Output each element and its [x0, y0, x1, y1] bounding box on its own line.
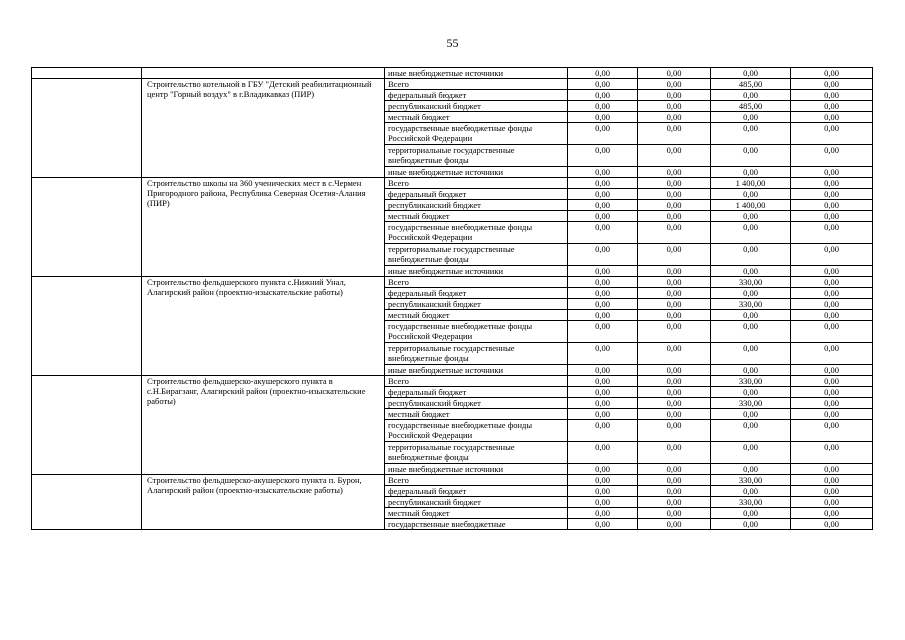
funding-source-cell: республиканский бюджет — [385, 497, 568, 508]
amount-cell: 0,00 — [638, 167, 711, 178]
amount-cell: 0,00 — [791, 112, 873, 123]
amount-cell: 0,00 — [711, 310, 791, 321]
amount-cell: 0,00 — [638, 101, 711, 112]
funding-source-cell: территориальные государственные внебюджетные фонды — [385, 343, 568, 365]
amount-cell: 0,00 — [791, 442, 873, 464]
amount-cell: 0,00 — [791, 310, 873, 321]
amount-cell: 0,00 — [568, 112, 638, 123]
amount-cell: 0,00 — [568, 398, 638, 409]
amount-cell: 0,00 — [711, 519, 791, 530]
amount-cell: 0,00 — [568, 464, 638, 475]
amount-cell: 0,00 — [711, 211, 791, 222]
amount-cell: 0,00 — [638, 387, 711, 398]
amount-cell: 0,00 — [638, 321, 711, 343]
amount-cell: 0,00 — [791, 200, 873, 211]
amount-cell: 330,00 — [711, 277, 791, 288]
amount-cell: 0,00 — [568, 79, 638, 90]
project-name-cell: Строительство фельдшерско-акушерского пункта в с.Н.Бирагзанг, Алагирский район (проектно-изыскательские работы) — [142, 376, 385, 475]
amount-cell: 0,00 — [568, 244, 638, 266]
funding-source-cell: республиканский бюджет — [385, 398, 568, 409]
amount-cell: 0,00 — [568, 211, 638, 222]
amount-cell: 0,00 — [638, 222, 711, 244]
amount-cell: 485,00 — [711, 79, 791, 90]
amount-cell: 0,00 — [568, 310, 638, 321]
funding-source-cell: местный бюджет — [385, 211, 568, 222]
amount-cell: 0,00 — [568, 266, 638, 277]
amount-cell: 0,00 — [638, 288, 711, 299]
budget-table — [31, 67, 873, 530]
amount-cell: 0,00 — [638, 376, 711, 387]
amount-cell: 0,00 — [568, 442, 638, 464]
amount-cell: 0,00 — [568, 409, 638, 420]
amount-cell: 0,00 — [638, 442, 711, 464]
project-name-cell: Строительство фельдшерско-акушерского пункта п. Бурон, Алагирский район (проектно-изыскательские работы) — [142, 475, 385, 530]
amount-cell: 0,00 — [638, 200, 711, 211]
amount-cell: 0,00 — [568, 167, 638, 178]
project-name-cell: Строительство котельной в ГБУ "Детский реабилитационный центр "Горный воздух" в г.Владикавказ (ПИР) — [142, 79, 385, 178]
amount-cell: 0,00 — [791, 145, 873, 167]
amount-cell: 0,00 — [638, 420, 711, 442]
amount-cell: 0,00 — [568, 288, 638, 299]
amount-cell: 0,00 — [638, 189, 711, 200]
amount-cell: 0,00 — [568, 299, 638, 310]
amount-cell: 0,00 — [791, 178, 873, 189]
page-number: 55 — [446, 36, 459, 50]
amount-cell: 0,00 — [711, 508, 791, 519]
row-number-cell — [32, 79, 142, 178]
amount-cell: 330,00 — [711, 475, 791, 486]
amount-cell: 485,00 — [711, 101, 791, 112]
amount-cell: 0,00 — [711, 189, 791, 200]
funding-source-cell: федеральный бюджет — [385, 90, 568, 101]
funding-source-cell: республиканский бюджет — [385, 101, 568, 112]
amount-cell: 0,00 — [568, 519, 638, 530]
amount-cell: 330,00 — [711, 398, 791, 409]
amount-cell: 0,00 — [568, 90, 638, 101]
amount-cell: 0,00 — [568, 321, 638, 343]
amount-cell: 0,00 — [791, 508, 873, 519]
amount-cell: 0,00 — [568, 200, 638, 211]
amount-cell: 0,00 — [568, 475, 638, 486]
amount-cell: 0,00 — [791, 288, 873, 299]
amount-cell: 0,00 — [791, 101, 873, 112]
amount-cell: 0,00 — [791, 376, 873, 387]
amount-cell: 0,00 — [791, 123, 873, 145]
amount-cell: 0,00 — [791, 475, 873, 486]
amount-cell: 0,00 — [791, 420, 873, 442]
amount-cell: 0,00 — [711, 167, 791, 178]
funding-source-cell: местный бюджет — [385, 310, 568, 321]
amount-cell: 0,00 — [791, 79, 873, 90]
project-name-cell: Строительство фельдшерского пункта с.Нижний Унал, Алагирский район (проектно-изыскательские работы) — [142, 277, 385, 376]
amount-cell: 0,00 — [568, 508, 638, 519]
amount-cell: 0,00 — [638, 112, 711, 123]
table-row — [32, 277, 873, 288]
amount-cell: 0,00 — [711, 266, 791, 277]
funding-source-cell: государственные внебюджетные фонды Российской Федерации — [385, 420, 568, 442]
amount-cell: 0,00 — [638, 365, 711, 376]
amount-cell: 0,00 — [791, 167, 873, 178]
funding-source-cell: государственные внебюджетные фонды Российской Федерации — [385, 321, 568, 343]
funding-source-cell: федеральный бюджет — [385, 387, 568, 398]
amount-cell: 0,00 — [711, 288, 791, 299]
amount-cell: 0,00 — [568, 343, 638, 365]
amount-cell: 0,00 — [791, 244, 873, 266]
project-name-cell: Строительство школы на 360 ученических мест в с.Чермен Пригородного района, Республика Северная Осетия-Алания (ПИР) — [142, 178, 385, 277]
amount-cell: 0,00 — [638, 519, 711, 530]
funding-source-cell: федеральный бюджет — [385, 486, 568, 497]
funding-source-cell: иные внебюджетные источники — [385, 464, 568, 475]
amount-cell: 0,00 — [568, 222, 638, 244]
table-row — [32, 376, 873, 387]
funding-source-cell: иные внебюджетные источники — [385, 266, 568, 277]
amount-cell: 0,00 — [711, 464, 791, 475]
funding-source-cell: территориальные государственные внебюджетные фонды — [385, 145, 568, 167]
row-number-cell — [32, 178, 142, 277]
funding-source-cell: Всего — [385, 277, 568, 288]
amount-cell: 0,00 — [638, 211, 711, 222]
amount-cell: 0,00 — [711, 321, 791, 343]
row-number-cell — [32, 376, 142, 475]
funding-source-cell: Всего — [385, 376, 568, 387]
amount-cell: 0,00 — [791, 321, 873, 343]
amount-cell: 0,00 — [568, 376, 638, 387]
amount-cell: 0,00 — [711, 486, 791, 497]
funding-source-cell: иные внебюджетные источники — [385, 167, 568, 178]
funding-source-cell: местный бюджет — [385, 508, 568, 519]
table-row — [32, 79, 873, 90]
funding-source-cell: Всего — [385, 475, 568, 486]
amount-cell: 0,00 — [791, 222, 873, 244]
amount-cell: 0,00 — [568, 420, 638, 442]
amount-cell: 0,00 — [638, 398, 711, 409]
amount-cell: 0,00 — [638, 464, 711, 475]
amount-cell: 0,00 — [711, 222, 791, 244]
amount-cell: 0,00 — [791, 497, 873, 508]
amount-cell: 0,00 — [791, 387, 873, 398]
amount-cell: 0,00 — [791, 409, 873, 420]
table-row — [32, 475, 873, 486]
funding-source-cell: государственные внебюджетные — [385, 519, 568, 530]
amount-cell: 0,00 — [568, 497, 638, 508]
amount-cell: 0,00 — [568, 365, 638, 376]
amount-cell: 0,00 — [791, 365, 873, 376]
amount-cell: 0,00 — [638, 497, 711, 508]
amount-cell: 0,00 — [791, 299, 873, 310]
amount-cell: 0,00 — [791, 398, 873, 409]
funding-source-cell: Всего — [385, 178, 568, 189]
amount-cell: 0,00 — [638, 123, 711, 145]
table-row — [32, 178, 873, 189]
amount-cell: 0,00 — [638, 79, 711, 90]
amount-cell: 0,00 — [791, 486, 873, 497]
amount-cell: 330,00 — [711, 376, 791, 387]
funding-source-cell: территориальные государственные внебюджетные фонды — [385, 244, 568, 266]
funding-source-cell: местный бюджет — [385, 112, 568, 123]
amount-cell: 0,00 — [638, 145, 711, 167]
amount-cell: 0,00 — [568, 145, 638, 167]
amount-cell: 0,00 — [711, 244, 791, 266]
funding-source-cell: республиканский бюджет — [385, 200, 568, 211]
amount-cell: 0,00 — [711, 112, 791, 123]
amount-cell: 0,00 — [711, 123, 791, 145]
amount-cell: 0,00 — [791, 343, 873, 365]
table-row — [32, 68, 873, 79]
amount-cell: 0,00 — [568, 123, 638, 145]
amount-cell: 0,00 — [791, 68, 873, 79]
amount-cell: 0,00 — [638, 266, 711, 277]
project-name-cell — [142, 68, 385, 79]
amount-cell: 0,00 — [638, 90, 711, 101]
amount-cell: 0,00 — [568, 68, 638, 79]
amount-cell: 0,00 — [638, 310, 711, 321]
funding-source-cell: иные внебюджетные источники — [385, 68, 568, 79]
amount-cell: 0,00 — [568, 178, 638, 189]
row-number-cell — [32, 68, 142, 79]
funding-source-cell: государственные внебюджетные фонды Российской Федерации — [385, 123, 568, 145]
amount-cell: 0,00 — [638, 68, 711, 79]
amount-cell: 0,00 — [711, 409, 791, 420]
amount-cell: 1 400,00 — [711, 200, 791, 211]
funding-source-cell: местный бюджет — [385, 409, 568, 420]
amount-cell: 0,00 — [711, 442, 791, 464]
amount-cell: 0,00 — [791, 211, 873, 222]
amount-cell: 0,00 — [791, 519, 873, 530]
amount-cell: 0,00 — [638, 343, 711, 365]
amount-cell: 0,00 — [791, 464, 873, 475]
amount-cell: 0,00 — [638, 244, 711, 266]
amount-cell: 0,00 — [711, 387, 791, 398]
amount-cell: 0,00 — [791, 189, 873, 200]
funding-source-cell: иные внебюджетные источники — [385, 365, 568, 376]
amount-cell: 0,00 — [638, 299, 711, 310]
amount-cell: 0,00 — [711, 420, 791, 442]
amount-cell: 0,00 — [568, 387, 638, 398]
amount-cell: 0,00 — [711, 90, 791, 101]
amount-cell: 330,00 — [711, 497, 791, 508]
amount-cell: 0,00 — [638, 277, 711, 288]
funding-source-cell: государственные внебюджетные фонды Российской Федерации — [385, 222, 568, 244]
amount-cell: 0,00 — [791, 266, 873, 277]
funding-source-cell: федеральный бюджет — [385, 189, 568, 200]
funding-source-cell: территориальные государственные внебюджетные фонды — [385, 442, 568, 464]
amount-cell: 0,00 — [638, 508, 711, 519]
amount-cell: 0,00 — [638, 178, 711, 189]
funding-source-cell: федеральный бюджет — [385, 288, 568, 299]
amount-cell: 0,00 — [711, 365, 791, 376]
amount-cell: 0,00 — [568, 277, 638, 288]
amount-cell: 0,00 — [711, 145, 791, 167]
row-number-cell — [32, 475, 142, 530]
amount-cell: 1 400,00 — [711, 178, 791, 189]
amount-cell: 0,00 — [568, 101, 638, 112]
amount-cell: 0,00 — [711, 68, 791, 79]
table-body — [32, 68, 873, 530]
amount-cell: 0,00 — [638, 409, 711, 420]
amount-cell: 0,00 — [791, 277, 873, 288]
amount-cell: 0,00 — [638, 475, 711, 486]
funding-source-cell: Всего — [385, 79, 568, 90]
amount-cell: 0,00 — [638, 486, 711, 497]
row-number-cell — [32, 277, 142, 376]
amount-cell: 330,00 — [711, 299, 791, 310]
amount-cell: 0,00 — [568, 189, 638, 200]
funding-source-cell: республиканский бюджет — [385, 299, 568, 310]
amount-cell: 0,00 — [568, 486, 638, 497]
amount-cell: 0,00 — [791, 90, 873, 101]
amount-cell: 0,00 — [711, 343, 791, 365]
